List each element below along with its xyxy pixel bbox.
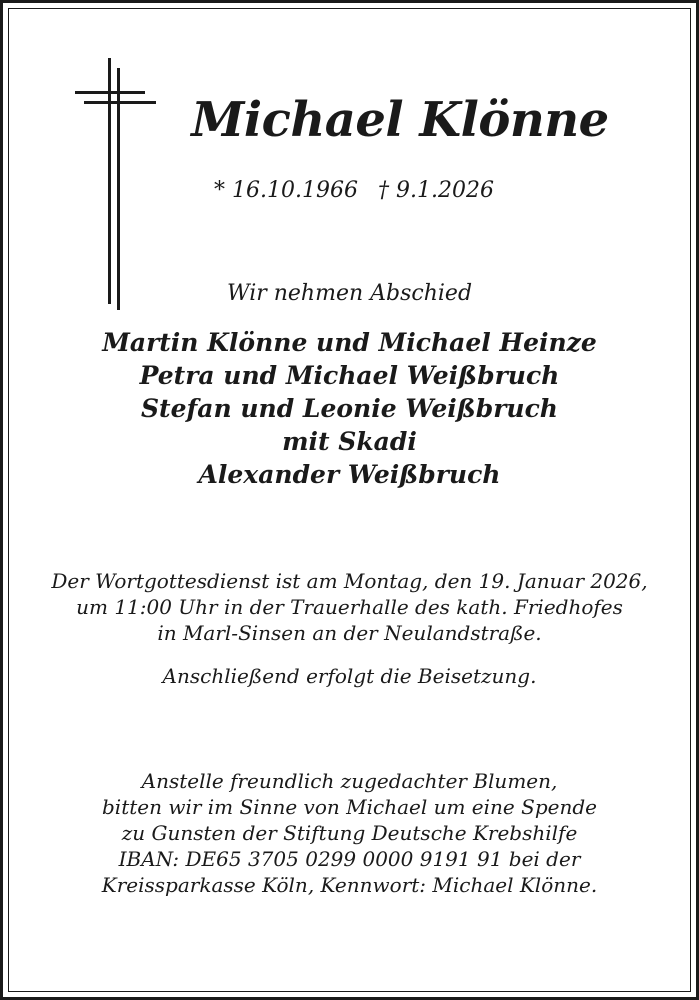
service-info [0, 568, 699, 646]
donation-line: zu Gunsten der Stiftung Deutsche Krebshilfe [121, 821, 578, 845]
donation-line: Kreissparkasse Köln, Kennwort: Michael Klönne. [101, 873, 598, 897]
mourner-line: Petra und Michael Weißbruch [139, 361, 560, 390]
donation-line: Anstelle freundlich zugedachter Blumen, [141, 769, 558, 793]
service-line: um 11:00 Uhr in der Trauerhalle des kath. Friedhofes [76, 595, 623, 619]
mourner-line: Alexander Weißbruch [198, 460, 501, 489]
burial-note: Anschließend erfolgt die Beisetzung. [162, 664, 537, 688]
donation-request [0, 768, 699, 898]
mourner-line: Stefan und Leonie Weißbruch [141, 394, 558, 423]
death-date: † 9.1.2026 [378, 178, 494, 203]
service-line: in Marl-Sinsen an der Neulandstraße. [157, 621, 542, 645]
donation-line: bitten wir im Sinne von Michael um eine Spende [102, 795, 597, 819]
deceased-name: Michael Klönne [191, 92, 609, 148]
donation-line: IBAN: DE65 3705 0299 0000 9191 91 bei der [118, 847, 581, 871]
mourner-line: mit Skadi [282, 427, 417, 456]
farewell-text: Wir nehmen Abschied [226, 281, 473, 306]
service-line: Der Wortgottesdienst ist am Montag, den 19. Januar 2026, [51, 569, 648, 593]
birth-date: * 16.10.1966 [214, 178, 358, 203]
mourner-line: Martin Klönne und Michael Heinze [102, 328, 597, 357]
mourners-list [0, 326, 699, 491]
